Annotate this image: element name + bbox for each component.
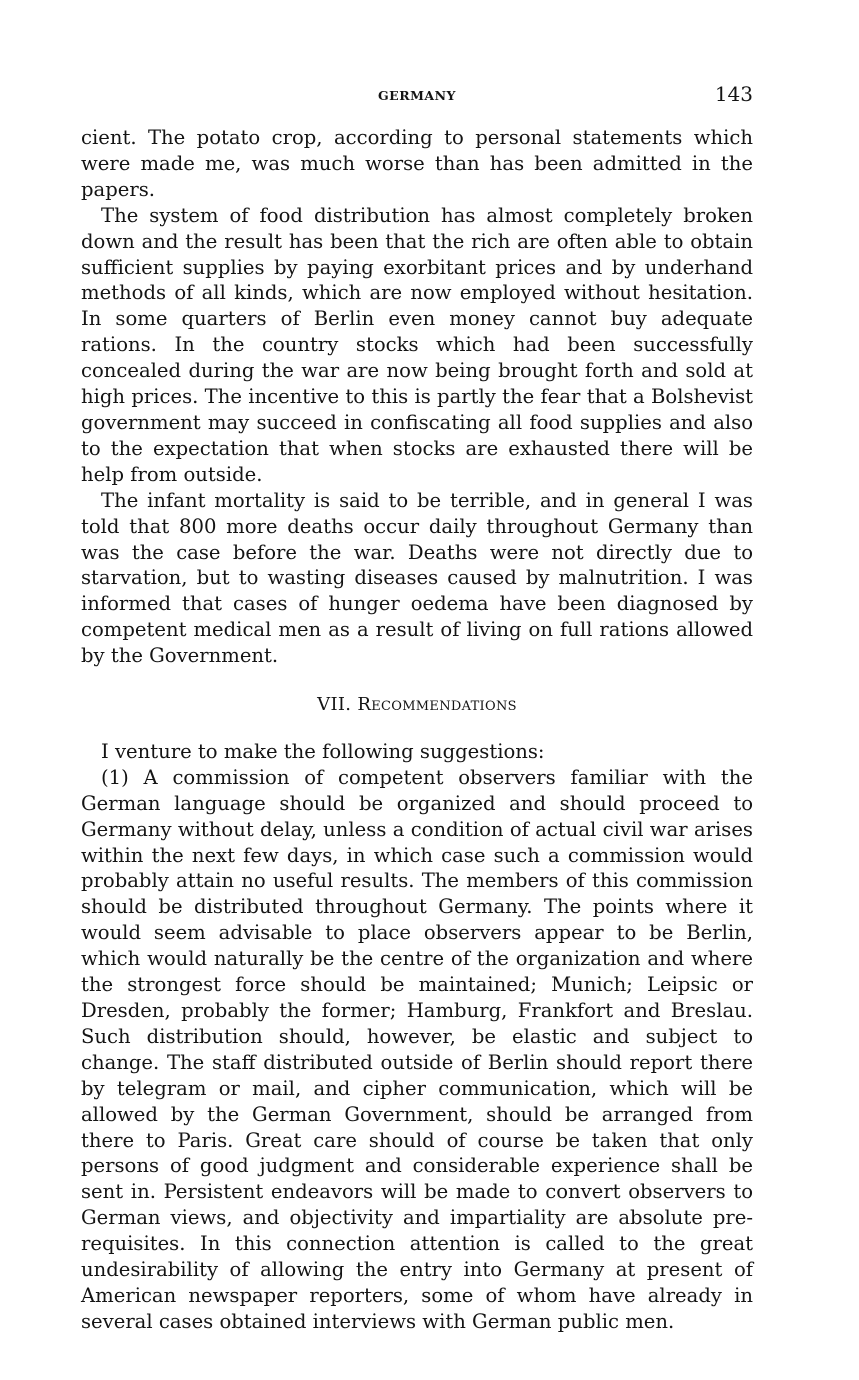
paragraph-food-distribution: The system of food distribution has almost completely broken down and the result has been that the rich are often able to obtain sufficient supplies by paying exorbitant prices and by underhand methods of all kinds, which are now employed without hesitation. In some quarters of Berlin even money cannot buy adequate rations. In the country stocks which had been successfully concealed during the war are now being brought forth and sold at high prices. The incentive to this is partly the fear that a Bolshevist government may succeed in confiscating all food supplies and also to the expectation that when stocks are exhausted there will be help from outside.: [81, 203, 753, 486]
body-text: [81, 125, 753, 1335]
section-number: VII.: [317, 694, 352, 716]
paragraph-infant-mortality: The infant mortality is said to be terrible, and in general I was told that 800 more deaths occur daily throughout Germany than was the case before the war. Deaths were not directly due to starvation, but to wasting diseases caused by malnutrition. I was informed that cases of hunger oedema have been diagnosed by competent medical men as a result of living on full rations allowed by the Government.: [81, 488, 753, 668]
paragraph-continuation: cient. The potato crop, according to personal statements which were made me, was much worse than has been admitted in the papers.: [81, 126, 753, 201]
paragraph-suggestions-intro: I venture to make the following suggestions:: [101, 739, 545, 763]
running-title: GERMANY: [378, 88, 456, 103]
section-title: Recommendations: [357, 694, 517, 716]
page-number: 143: [714, 82, 753, 106]
running-head: [81, 80, 753, 110]
section-heading: [81, 692, 753, 718]
paragraph-recommendation-1: (1) A commission of competent observers familiar with the German language should be organized and should proceed to Germany without delay, unless a condition of actual civil war arises within the next few days, in which case such a commission would probably attain no useful results. The members of this commission should be distributed throughout Germany. The points where it would seem advisable to place observers appear to be Berlin, which would naturally be the centre of the organization and where the strongest force should be maintained; Munich; Leipsic or Dresden, probably the former; Hamburg, Frankfort and Breslau. Such distribution should, however, be elastic and subject to change. The staff distributed outside of Berlin should report there by telegram or mail, and cipher communication, which will be allowed by the German Government, should be arranged from there to Paris. Great care should of course be taken that only persons of good judgment and considerable experience shall be sent in. Persistent endeavors will be made to convert observers to German views, and objectivity and impartiality are absolute pre-requisites. In this connection attention is called to the great undesirability of allowing the entry into Germany at present of American newspaper reporters, some of whom have already in several cases obtained interviews with German public men.: [81, 765, 753, 1333]
book-page: [81, 80, 753, 1335]
